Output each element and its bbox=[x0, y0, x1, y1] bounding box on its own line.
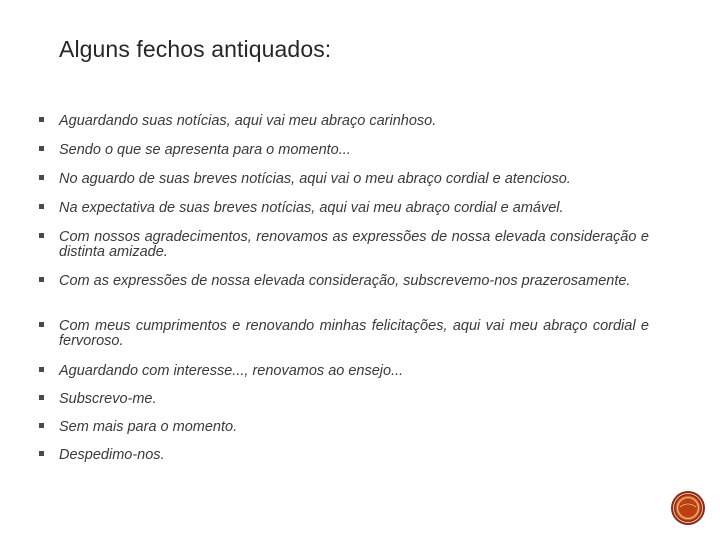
bullet-item-11 bbox=[37, 446, 657, 463]
bullet-square-icon bbox=[39, 117, 44, 122]
bullet-square-icon bbox=[39, 367, 44, 372]
slide-title: Alguns fechos antiquados: bbox=[59, 36, 332, 62]
bullet-square-icon bbox=[39, 233, 44, 238]
bullet-item-1 bbox=[37, 112, 657, 129]
bullet-item-2 bbox=[37, 141, 657, 158]
bullet-text: No aguardo de suas breves notícias, aqui vai o meu abraço cordial e atencioso. bbox=[59, 171, 571, 187]
bullet-square-icon bbox=[39, 175, 44, 180]
bullet-text: Sendo o que se apresenta para o momento... bbox=[59, 142, 351, 158]
bullet-item-5 bbox=[37, 228, 649, 260]
bullet-item-7 bbox=[37, 317, 649, 349]
bullet-square-icon bbox=[39, 395, 44, 400]
bullet-text: Subscrevo-me. bbox=[59, 391, 157, 407]
bullet-square-icon bbox=[39, 451, 44, 456]
bullet-text: Aguardando suas notícias, aqui vai meu abraço carinhoso. bbox=[59, 113, 437, 129]
bullet-square-icon bbox=[39, 277, 44, 282]
bullet-square-icon bbox=[39, 146, 44, 151]
bullet-text: Com nossos agradecimentos, renovamos as expressões de nossa elevada consideração e distinta amizade. bbox=[59, 229, 649, 260]
bullet-text: Despedimo-nos. bbox=[59, 447, 165, 463]
bullet-item-4 bbox=[37, 199, 679, 216]
bullet-square-icon bbox=[39, 322, 44, 327]
bullet-item-6 bbox=[37, 272, 649, 289]
bullet-item-10 bbox=[37, 418, 657, 435]
bullet-item-3 bbox=[37, 170, 699, 187]
bullet-item-9 bbox=[37, 390, 657, 407]
circular-logo-icon-graphic bbox=[670, 490, 706, 526]
bullet-square-icon bbox=[39, 204, 44, 209]
bullet-text: Na expectativa de suas breves notícias, aqui vai meu abraço cordial e amável. bbox=[59, 200, 564, 216]
bullet-text: Com as expressões de nossa elevada consideração, subscrevemo-nos prazerosamente. bbox=[59, 273, 631, 289]
bullet-text: Com meus cumprimentos e renovando minhas felicitações, aqui vai meu abraço cordial e fervoroso. bbox=[59, 318, 649, 349]
bullet-square-icon bbox=[39, 423, 44, 428]
circular-logo-icon bbox=[670, 490, 706, 526]
bullet-text: Aguardando com interesse..., renovamos ao ensejo... bbox=[59, 363, 404, 379]
bullet-text: Sem mais para o momento. bbox=[59, 419, 238, 435]
bullet-item-8 bbox=[37, 362, 657, 379]
